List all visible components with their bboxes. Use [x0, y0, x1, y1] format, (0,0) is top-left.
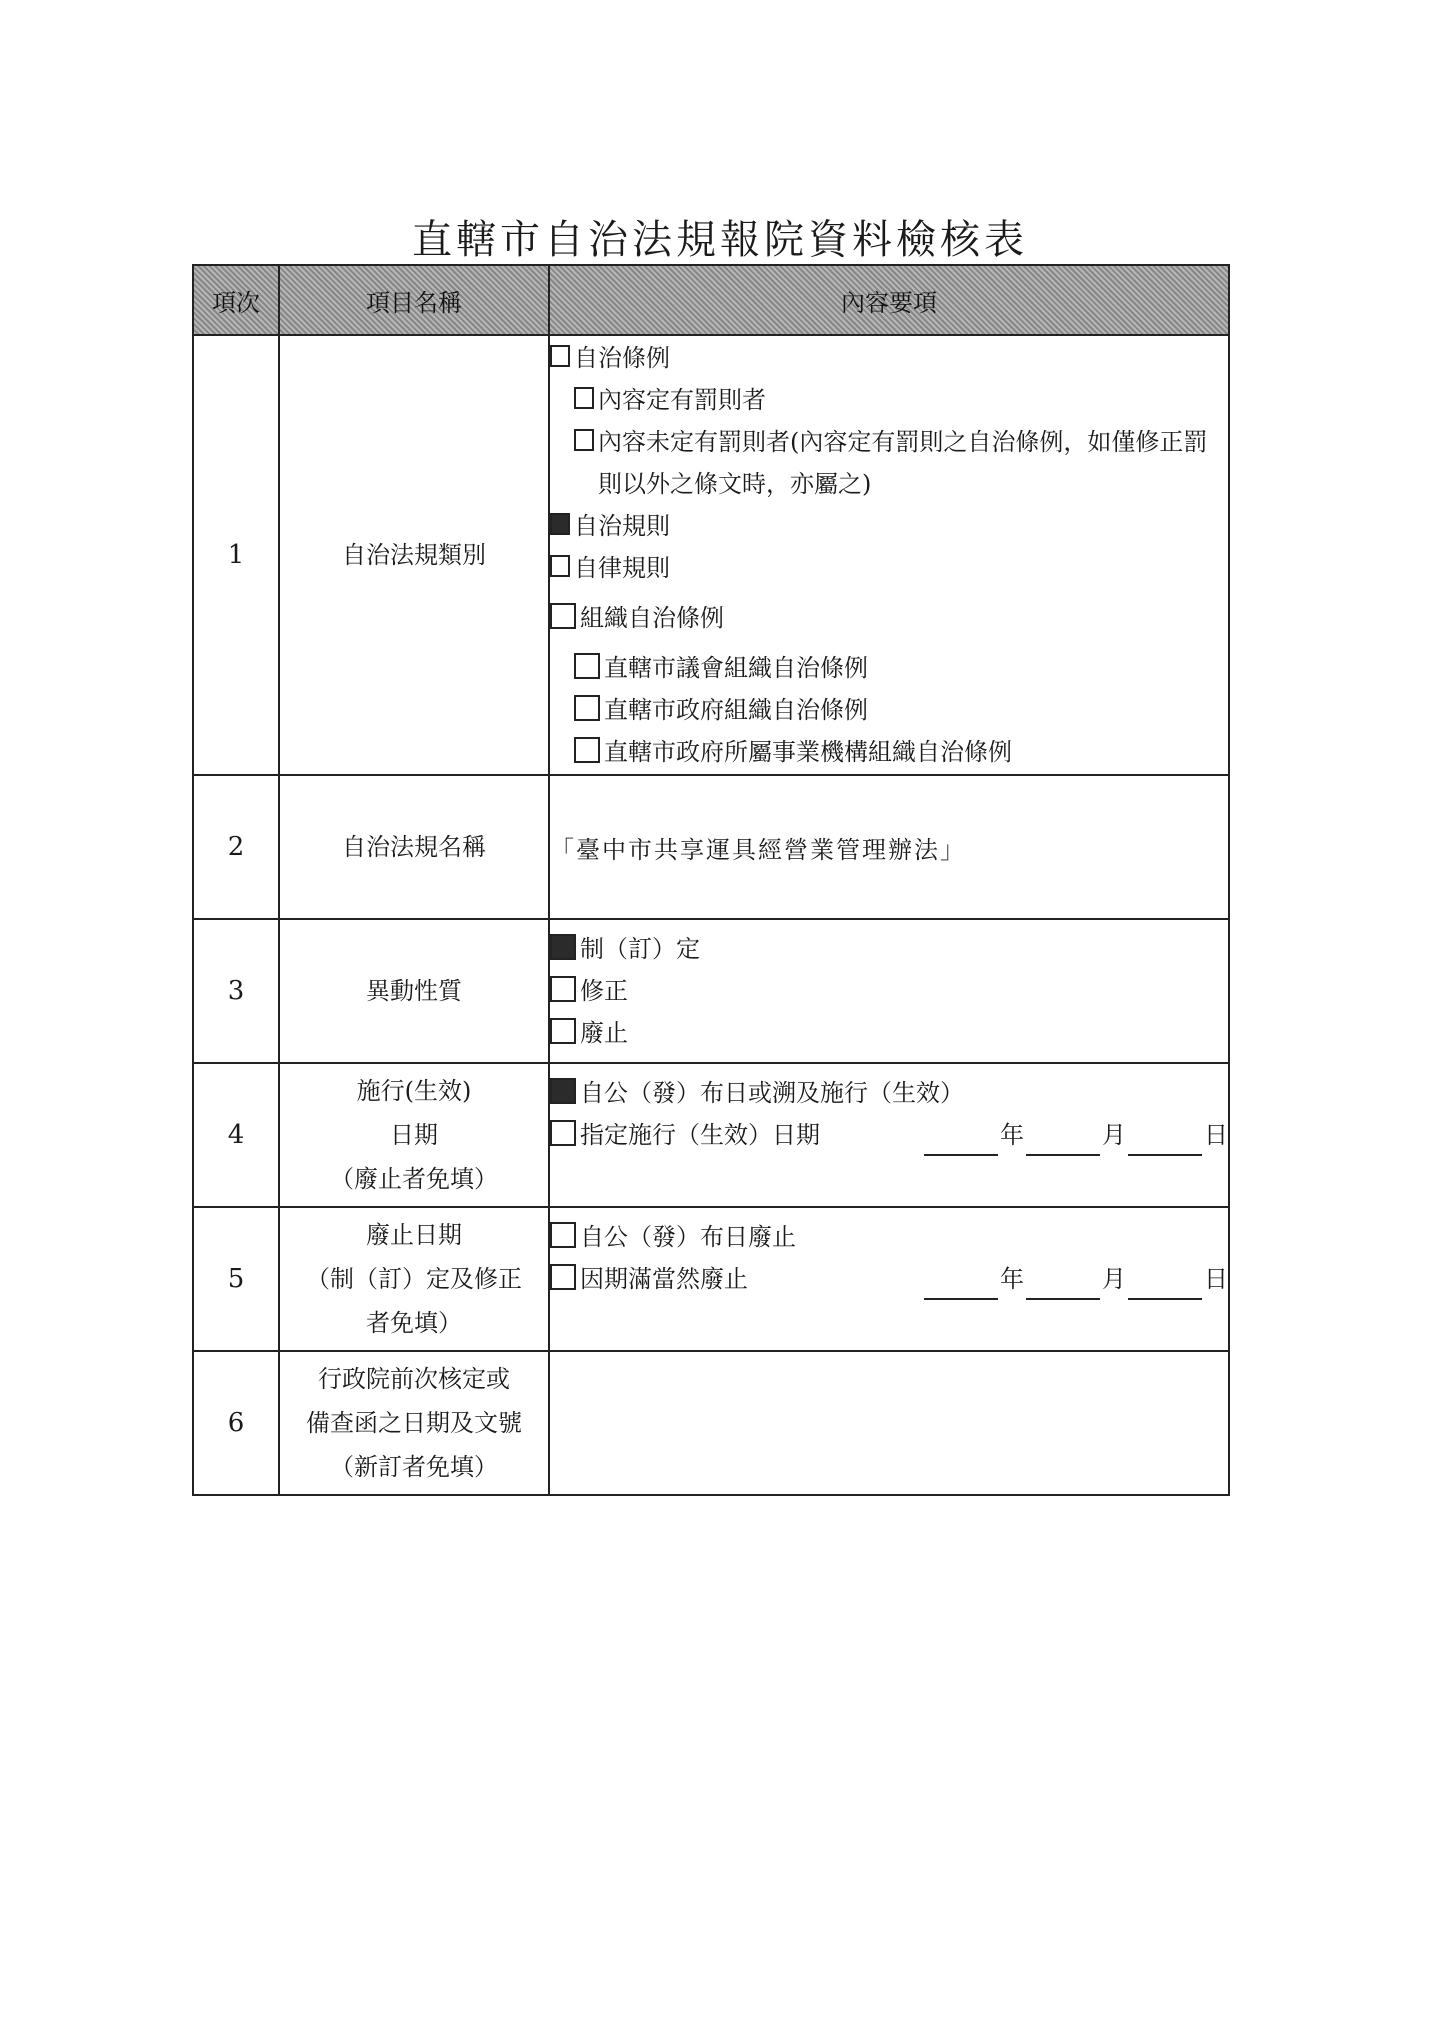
option-agency[interactable] [550, 731, 1228, 773]
row-4-name-line1: 施行(生效) [356, 1077, 472, 1105]
header-no: 項次 [193, 265, 279, 335]
day-unit: 日 [1204, 1121, 1228, 1149]
option-penalty-label: 內容定有罰則者 [598, 386, 766, 414]
month-unit: 月 [1102, 1265, 1126, 1293]
row-6-name-line3: （新訂者免填） [330, 1453, 498, 1481]
repeal-day-field[interactable] [1128, 1272, 1202, 1300]
checkbox-penalty[interactable] [574, 387, 594, 409]
row-4-name-line2: 日期 [390, 1121, 438, 1149]
checkbox-repeal-promulgation[interactable] [550, 1222, 576, 1248]
row-1-content [549, 335, 1229, 775]
row-4-content [549, 1063, 1229, 1207]
row-5-name-line3: 者免填） [366, 1309, 462, 1337]
row-5-no: 5 [193, 1207, 279, 1351]
checkbox-self-discipline[interactable] [550, 555, 570, 577]
row-4-no: 4 [193, 1063, 279, 1207]
row-2-no: 2 [193, 775, 279, 919]
regulation-title-value: 「臺中市共享運具經營業管理辦法」 [550, 835, 966, 864]
checkbox-ordinance[interactable] [550, 345, 570, 367]
option-ordinance[interactable] [550, 337, 1228, 379]
row-6-no: 6 [193, 1351, 279, 1495]
option-self-discipline[interactable] [550, 547, 1228, 589]
day-unit: 日 [1204, 1265, 1228, 1293]
option-amend-label: 修正 [580, 977, 628, 1005]
row-6-name [279, 1351, 549, 1495]
checklist-table [192, 264, 1230, 1496]
checkbox-amend[interactable] [550, 976, 576, 1002]
option-agency-label: 直轄市政府所屬事業機構組織自治條例 [604, 738, 1012, 766]
row-5-name-line2: （制（訂）定及修正 [306, 1265, 522, 1293]
row-5 [193, 1207, 1229, 1351]
effective-year-field[interactable] [924, 1128, 998, 1156]
row-6 [193, 1351, 1229, 1495]
row-6-name-line2: 備查函之日期及文號 [306, 1409, 522, 1437]
row-5-name-line1: 廢止日期 [366, 1221, 462, 1249]
form-title: 直轄市自治法規報院資料檢核表 [412, 217, 1028, 263]
option-ordinance-label: 自治條例 [574, 344, 670, 372]
option-repeal-expiry-label: 因期滿當然廢止 [580, 1265, 748, 1293]
option-repeal-label: 廢止 [580, 1019, 628, 1047]
checkbox-enact[interactable] [550, 934, 576, 960]
option-organization[interactable] [550, 597, 1228, 639]
repeal-month-field[interactable] [1026, 1272, 1100, 1300]
option-regulation-label: 自治規則 [574, 512, 670, 540]
repeal-date-fields [922, 1258, 1228, 1300]
row-1-name: 自治法規類別 [279, 335, 549, 775]
option-repeal[interactable] [550, 1012, 1228, 1054]
option-regulation[interactable] [550, 505, 1228, 547]
checkbox-effective-designated[interactable] [550, 1120, 576, 1146]
option-council-label: 直轄市議會組織自治條例 [604, 654, 868, 682]
checkbox-regulation[interactable] [550, 513, 570, 535]
checkbox-government[interactable] [574, 695, 600, 721]
row-3 [193, 919, 1229, 1063]
checkbox-repeal[interactable] [550, 1018, 576, 1044]
repeal-year-field[interactable] [924, 1272, 998, 1300]
option-effective-designated[interactable] [550, 1114, 1228, 1156]
option-repeal-expiry[interactable] [550, 1258, 1228, 1300]
row-3-no: 3 [193, 919, 279, 1063]
header-content: 內容要項 [549, 265, 1229, 335]
option-repeal-promulgation[interactable] [550, 1216, 1228, 1258]
row-2-content [549, 775, 1229, 919]
option-effective-designated-label: 指定施行（生效）日期 [580, 1121, 820, 1149]
checkbox-council[interactable] [574, 653, 600, 679]
option-no-penalty[interactable] [550, 421, 1228, 505]
row-1 [193, 335, 1229, 775]
effective-date-fields [922, 1114, 1228, 1156]
header-row [193, 265, 1229, 335]
row-1-no: 1 [193, 335, 279, 775]
checkbox-effective-promulgation[interactable] [550, 1078, 576, 1104]
option-enact-label: 制（訂）定 [580, 935, 700, 963]
option-government-label: 直轄市政府組織自治條例 [604, 696, 868, 724]
option-amend[interactable] [550, 970, 1228, 1012]
row-3-content [549, 919, 1229, 1063]
row-5-name [279, 1207, 549, 1351]
option-no-penalty-label: 內容未定有罰則者(內容定有罰則之自治條例，如僅修正罰則以外之條文時，亦屬之) [598, 428, 1208, 498]
option-repeal-promulgation-label: 自公（發）布日廢止 [580, 1223, 796, 1251]
row-2-name: 自治法規名稱 [279, 775, 549, 919]
option-government[interactable] [550, 689, 1228, 731]
option-enact[interactable] [550, 928, 1228, 970]
option-effective-promulgation-label: 自公（發）布日或溯及施行（生效） [580, 1079, 964, 1107]
row-6-content[interactable] [549, 1351, 1229, 1495]
year-unit: 年 [1000, 1121, 1024, 1149]
effective-day-field[interactable] [1128, 1128, 1202, 1156]
option-effective-promulgation[interactable] [550, 1072, 1228, 1114]
row-3-name: 異動性質 [279, 919, 549, 1063]
month-unit: 月 [1102, 1121, 1126, 1149]
checkbox-repeal-expiry[interactable] [550, 1264, 576, 1290]
year-unit: 年 [1000, 1265, 1024, 1293]
effective-month-field[interactable] [1026, 1128, 1100, 1156]
row-4 [193, 1063, 1229, 1207]
row-4-name [279, 1063, 549, 1207]
option-self-discipline-label: 自律規則 [574, 554, 670, 582]
option-organization-label: 組織自治條例 [580, 604, 724, 632]
header-name: 項目名稱 [279, 265, 549, 335]
checkbox-organization[interactable] [550, 603, 576, 629]
option-council[interactable] [550, 647, 1228, 689]
option-penalty[interactable] [550, 379, 1228, 421]
row-4-name-line3: （廢止者免填） [330, 1165, 498, 1193]
checkbox-agency[interactable] [574, 737, 600, 763]
row-5-content [549, 1207, 1229, 1351]
row-2 [193, 775, 1229, 919]
checkbox-no-penalty[interactable] [574, 429, 594, 451]
row-6-name-line1: 行政院前次核定或 [318, 1365, 510, 1393]
